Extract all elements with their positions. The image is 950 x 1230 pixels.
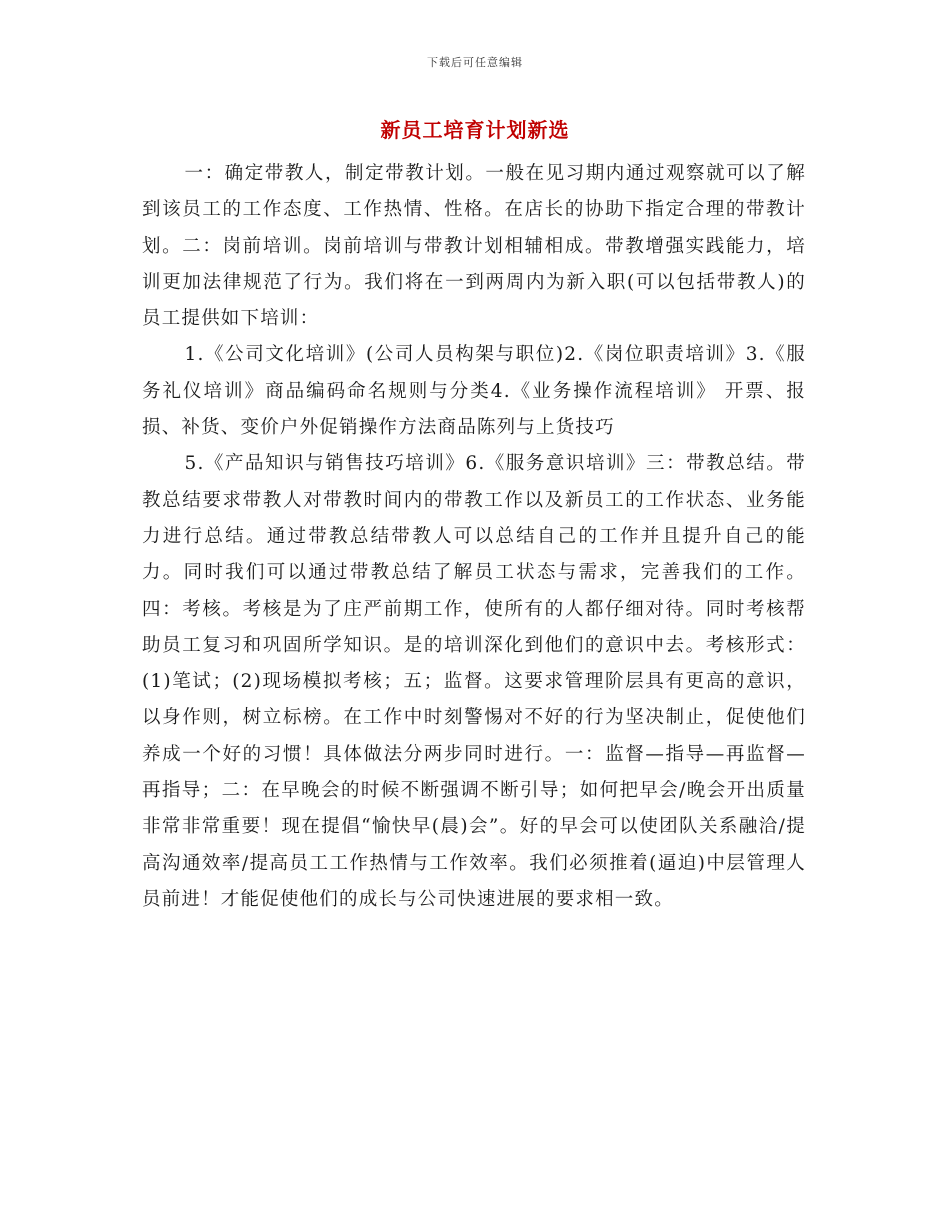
paragraph-summary-assessment: 5.《产品知识与销售技巧培训》6.《服务意识培训》三：带教总结。带教总结要求带教人对带教时间内的带教工作以及新员工的工作状态、业务能力进行总结。通过带教总结带教人可以总结自己的工作并且提升自己的能力。同时我们可以通过带教总结了解员工状态与需求，完善我们的工作。四：考核。考核是为了庄严前期工作，使所有的人都仔细对待。同时考核帮助员工复习和巩固所学知识。是的培训深化到他们的意识中去。考核形式：(1)笔试；(2)现场模拟考核；五；监督。这要求管理阶层具有更高的意识，以身作则，树立标榜。在工作中时刻警惕对不好的行为坚决制止，促使他们养成一个好的习惯！具体做法分两步同时进行。一：监督—指导—再监督—再指导；二：在早晚会的时候不断强调不断引导；如何把早会/晚会开出质量非常非常重要！现在提倡“愉快早(晨)会”。好的早会可以使团队关系融洽/提高沟通效率/提高员工工作热情与工作效率。我们必须推着(逼迫)中层管理人员前进！才能促使他们的成长与公司快速进展的要求相一致。 xyxy=(142,453,806,910)
document-body xyxy=(142,156,806,918)
document-title: 新员工培育计划新选 xyxy=(380,118,570,142)
header-note: 下载后可任意编辑 xyxy=(427,56,523,69)
paragraph-training-list: 1.《公司文化培训》(公司人员构架与职位)2.《岗位职责培训》3.《服务礼仪培训》商品编码命名规则与分类4.《业务操作流程培训》 开票、报损、补货、变价户外促销操作方法商品陈列与上货技巧 xyxy=(142,344,806,439)
paragraph-intro: 一：确定带教人，制定带教计划。一般在见习期内通过观察就可以了解到该员工的工作态度、工作热情、性格。在店长的协助下指定合理的带教计划。二：岗前培训。岗前培训与带教计划相辅相成。带教增强实践能力，培训更加法律规范了行为。我们将在一到两周内为新入职(可以包括带教人)的员工提供如下培训： xyxy=(142,163,806,330)
